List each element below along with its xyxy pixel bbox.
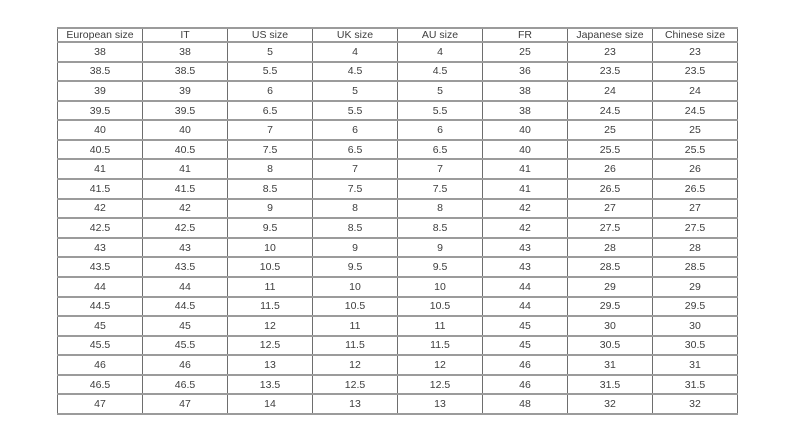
table-cell: 25.5 [653, 140, 738, 160]
table-cell: 23 [568, 42, 653, 62]
table-row [58, 297, 738, 317]
table-cell: 41.5 [143, 179, 228, 199]
table-row [58, 159, 738, 179]
table-cell: 42 [483, 218, 568, 238]
table-cell: 9.5 [398, 257, 483, 277]
table-cell: 40 [483, 120, 568, 140]
table-row [58, 120, 738, 140]
table-row [58, 140, 738, 160]
table-cell: 38 [58, 42, 143, 62]
table-cell: 8.5 [313, 218, 398, 238]
table-cell: 44 [483, 297, 568, 317]
table-cell: 38.5 [58, 62, 143, 82]
table-cell: 24.5 [653, 101, 738, 121]
table-cell: 5.5 [313, 101, 398, 121]
table-cell: 10 [228, 238, 313, 258]
table-cell: 8.5 [228, 179, 313, 199]
table-cell: 7.5 [313, 179, 398, 199]
column-header-uk-size: UK size [313, 28, 398, 42]
table-cell: 29 [568, 277, 653, 297]
table-cell: 42 [58, 199, 143, 219]
table-cell: 12 [228, 316, 313, 336]
table-cell: 36 [483, 62, 568, 82]
table-cell: 11.5 [398, 336, 483, 356]
table-cell: 28 [568, 238, 653, 258]
table-row [58, 375, 738, 395]
table-cell: 43 [483, 257, 568, 277]
table-cell: 11 [398, 316, 483, 336]
shoe-size-conversion-table [57, 27, 738, 415]
table-cell: 25 [568, 120, 653, 140]
table-cell: 13.5 [228, 375, 313, 395]
table-cell: 44 [483, 277, 568, 297]
table-cell: 27.5 [653, 218, 738, 238]
table-cell: 28 [653, 238, 738, 258]
table-cell: 43.5 [58, 257, 143, 277]
table-cell: 30 [653, 316, 738, 336]
table-cell: 6.5 [398, 140, 483, 160]
table-cell: 9 [313, 238, 398, 258]
table-cell: 38 [483, 101, 568, 121]
table-cell: 40.5 [143, 140, 228, 160]
column-header-us-size: US size [228, 28, 313, 42]
table-cell: 10 [398, 277, 483, 297]
table-cell: 12.5 [228, 336, 313, 356]
table-cell: 42 [143, 199, 228, 219]
table-cell: 27 [653, 199, 738, 219]
table-cell: 6.5 [228, 101, 313, 121]
table-row [58, 394, 738, 414]
table-cell: 8 [228, 159, 313, 179]
table-cell: 32 [568, 394, 653, 414]
table-row [58, 199, 738, 219]
table-cell: 43.5 [143, 257, 228, 277]
table-cell: 26.5 [568, 179, 653, 199]
column-header-au-size: AU size [398, 28, 483, 42]
table-row [58, 62, 738, 82]
table-cell: 26 [568, 159, 653, 179]
table-cell: 46 [58, 355, 143, 375]
table-row [58, 218, 738, 238]
table-cell: 41 [58, 159, 143, 179]
column-header-it: IT [143, 28, 228, 42]
table-cell: 24 [653, 81, 738, 101]
table-cell: 45.5 [143, 336, 228, 356]
table-cell: 40 [58, 120, 143, 140]
table-cell: 43 [483, 238, 568, 258]
column-header-chinese-size: Chinese size [653, 28, 738, 42]
table-cell: 39.5 [143, 101, 228, 121]
table-cell: 41 [483, 159, 568, 179]
table-cell: 39 [58, 81, 143, 101]
table-row [58, 81, 738, 101]
table-row [58, 336, 738, 356]
table-cell: 38 [143, 42, 228, 62]
table-cell: 9 [398, 238, 483, 258]
table-cell: 42.5 [58, 218, 143, 238]
header-row [58, 28, 738, 42]
table-row [58, 42, 738, 62]
table-cell: 10.5 [313, 297, 398, 317]
table-cell: 45 [143, 316, 228, 336]
table-cell: 29.5 [653, 297, 738, 317]
table-cell: 23.5 [653, 62, 738, 82]
table-row [58, 257, 738, 277]
table-cell: 8 [313, 199, 398, 219]
table-cell: 40 [143, 120, 228, 140]
table-cell: 32 [653, 394, 738, 414]
table-cell: 31 [653, 355, 738, 375]
table-cell: 45 [58, 316, 143, 336]
table-header [58, 28, 738, 42]
table-cell: 8.5 [398, 218, 483, 238]
table-cell: 31.5 [568, 375, 653, 395]
table-cell: 46.5 [143, 375, 228, 395]
table-cell: 38.5 [143, 62, 228, 82]
table-cell: 9.5 [313, 257, 398, 277]
table-cell: 4.5 [398, 62, 483, 82]
table-cell: 44 [58, 277, 143, 297]
table-cell: 11 [228, 277, 313, 297]
table-cell: 41 [483, 179, 568, 199]
table-cell: 12 [398, 355, 483, 375]
table-cell: 4 [313, 42, 398, 62]
table-cell: 14 [228, 394, 313, 414]
table-cell: 13 [228, 355, 313, 375]
table-cell: 12.5 [398, 375, 483, 395]
table-cell: 42 [483, 199, 568, 219]
table-cell: 27 [568, 199, 653, 219]
table-cell: 12 [313, 355, 398, 375]
table-cell: 46 [143, 355, 228, 375]
table-cell: 39 [143, 81, 228, 101]
table-cell: 7.5 [228, 140, 313, 160]
column-header-japanese-size: Japanese size [568, 28, 653, 42]
table-cell: 43 [58, 238, 143, 258]
table-cell: 47 [58, 394, 143, 414]
table-row [58, 277, 738, 297]
table-cell: 26 [653, 159, 738, 179]
table-cell: 5 [313, 81, 398, 101]
table-cell: 4.5 [313, 62, 398, 82]
table-row [58, 238, 738, 258]
table-cell: 23.5 [568, 62, 653, 82]
table-cell: 10.5 [398, 297, 483, 317]
table-cell: 5 [398, 81, 483, 101]
table-cell: 7 [398, 159, 483, 179]
table-cell: 11.5 [313, 336, 398, 356]
table-cell: 5.5 [398, 101, 483, 121]
table-cell: 30 [568, 316, 653, 336]
table-cell: 46.5 [58, 375, 143, 395]
table-cell: 6.5 [313, 140, 398, 160]
table-cell: 7 [313, 159, 398, 179]
column-header-fr: FR [483, 28, 568, 42]
table-cell: 30.5 [653, 336, 738, 356]
table-row [58, 316, 738, 336]
table-cell: 12.5 [313, 375, 398, 395]
table-cell: 9 [228, 199, 313, 219]
table-row [58, 101, 738, 121]
table-cell: 5 [228, 42, 313, 62]
table-cell: 46 [483, 375, 568, 395]
table-cell: 42.5 [143, 218, 228, 238]
table-cell: 13 [398, 394, 483, 414]
table-cell: 38 [483, 81, 568, 101]
table-cell: 25 [483, 42, 568, 62]
table-cell: 41.5 [58, 179, 143, 199]
table-cell: 44.5 [143, 297, 228, 317]
table-cell: 31.5 [653, 375, 738, 395]
table-cell: 40 [483, 140, 568, 160]
table-cell: 47 [143, 394, 228, 414]
table-cell: 25 [653, 120, 738, 140]
table-cell: 13 [313, 394, 398, 414]
table-cell: 7.5 [398, 179, 483, 199]
table-cell: 10.5 [228, 257, 313, 277]
table-cell: 27.5 [568, 218, 653, 238]
table-cell: 8 [398, 199, 483, 219]
table-cell: 28.5 [653, 257, 738, 277]
table-cell: 45 [483, 316, 568, 336]
table-cell: 4 [398, 42, 483, 62]
table-cell: 11 [313, 316, 398, 336]
table-row [58, 355, 738, 375]
table-cell: 10 [313, 277, 398, 297]
table-cell: 29 [653, 277, 738, 297]
table-cell: 25.5 [568, 140, 653, 160]
table-cell: 11.5 [228, 297, 313, 317]
table-cell: 28.5 [568, 257, 653, 277]
table-cell: 44 [143, 277, 228, 297]
table-cell: 31 [568, 355, 653, 375]
table-cell: 43 [143, 238, 228, 258]
table-body [58, 42, 738, 414]
table-cell: 23 [653, 42, 738, 62]
table-cell: 6 [313, 120, 398, 140]
table-cell: 6 [228, 81, 313, 101]
table-cell: 41 [143, 159, 228, 179]
table-cell: 24.5 [568, 101, 653, 121]
table-cell: 44.5 [58, 297, 143, 317]
column-header-european-size: European size [58, 28, 143, 42]
table-cell: 24 [568, 81, 653, 101]
table-cell: 46 [483, 355, 568, 375]
table-cell: 5.5 [228, 62, 313, 82]
table-row [58, 179, 738, 199]
table-cell: 6 [398, 120, 483, 140]
table-cell: 29.5 [568, 297, 653, 317]
table-cell: 48 [483, 394, 568, 414]
table-cell: 39.5 [58, 101, 143, 121]
table-cell: 9.5 [228, 218, 313, 238]
table-cell: 45.5 [58, 336, 143, 356]
table-cell: 45 [483, 336, 568, 356]
table-cell: 7 [228, 120, 313, 140]
table-cell: 30.5 [568, 336, 653, 356]
table-cell: 26.5 [653, 179, 738, 199]
table-cell: 40.5 [58, 140, 143, 160]
